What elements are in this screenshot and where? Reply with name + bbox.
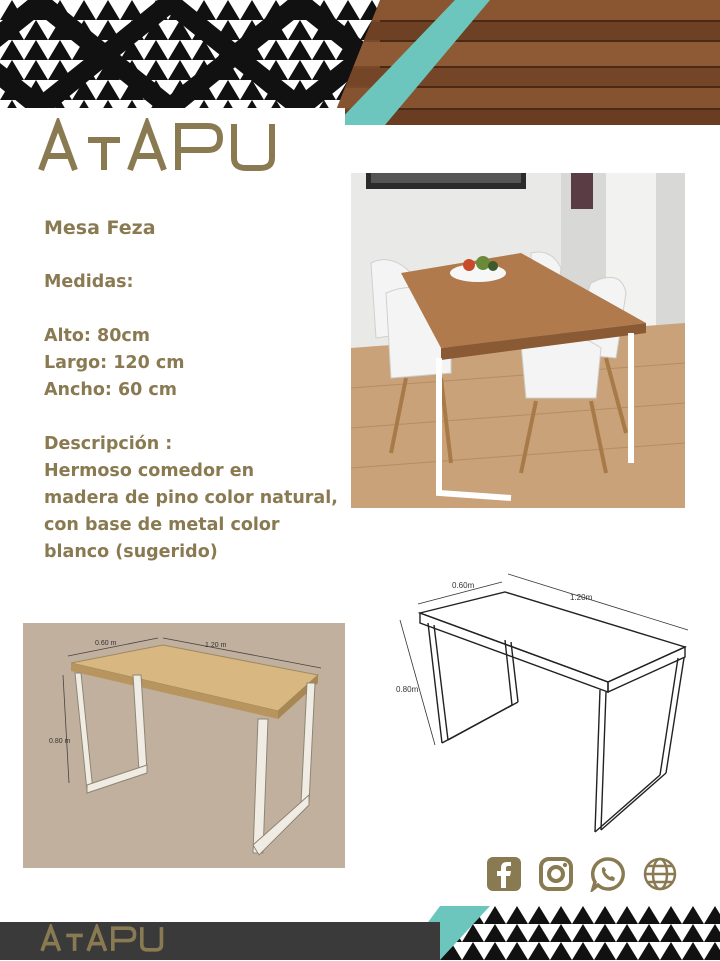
header-banner [0,0,720,125]
brand-logo [38,118,280,190]
render-depth-label: 0.60 m [95,640,117,647]
instagram-icon[interactable] [538,856,574,892]
render-height-label: 0.80 m [49,738,71,745]
globe-icon[interactable] [642,856,678,892]
facebook-icon[interactable] [486,856,522,892]
product-title: Mesa Feza [44,217,156,239]
width-measure: Ancho: 60 cm [44,380,178,400]
measures-label: Medidas: [44,272,134,292]
social-icons [486,856,678,896]
whatsapp-icon[interactable] [590,856,626,892]
atapu-logo-small [38,924,168,954]
table-render [23,623,345,868]
description-line: Hermoso comedor en [44,461,255,481]
drawing-length-label: 1.20m [570,593,593,602]
atapu-logo [38,118,280,176]
drawing-depth-label: 0.60m [452,581,475,590]
description-line: blanco (sugerido) [44,542,218,562]
product-description [44,215,338,566]
render-length-label: 1.20 m [205,642,227,649]
description-label: Descripción : [44,434,173,454]
footer-logo [38,924,168,961]
description-line: con base de metal color [44,515,280,535]
technical-drawing [390,570,690,842]
description-line: madera de pino color natural, [44,488,338,508]
product-photo [351,173,685,508]
drawing-height-label: 0.80m [396,685,419,694]
length-measure: Largo: 120 cm [44,353,185,373]
height-measure: Alto: 80cm [44,326,150,346]
